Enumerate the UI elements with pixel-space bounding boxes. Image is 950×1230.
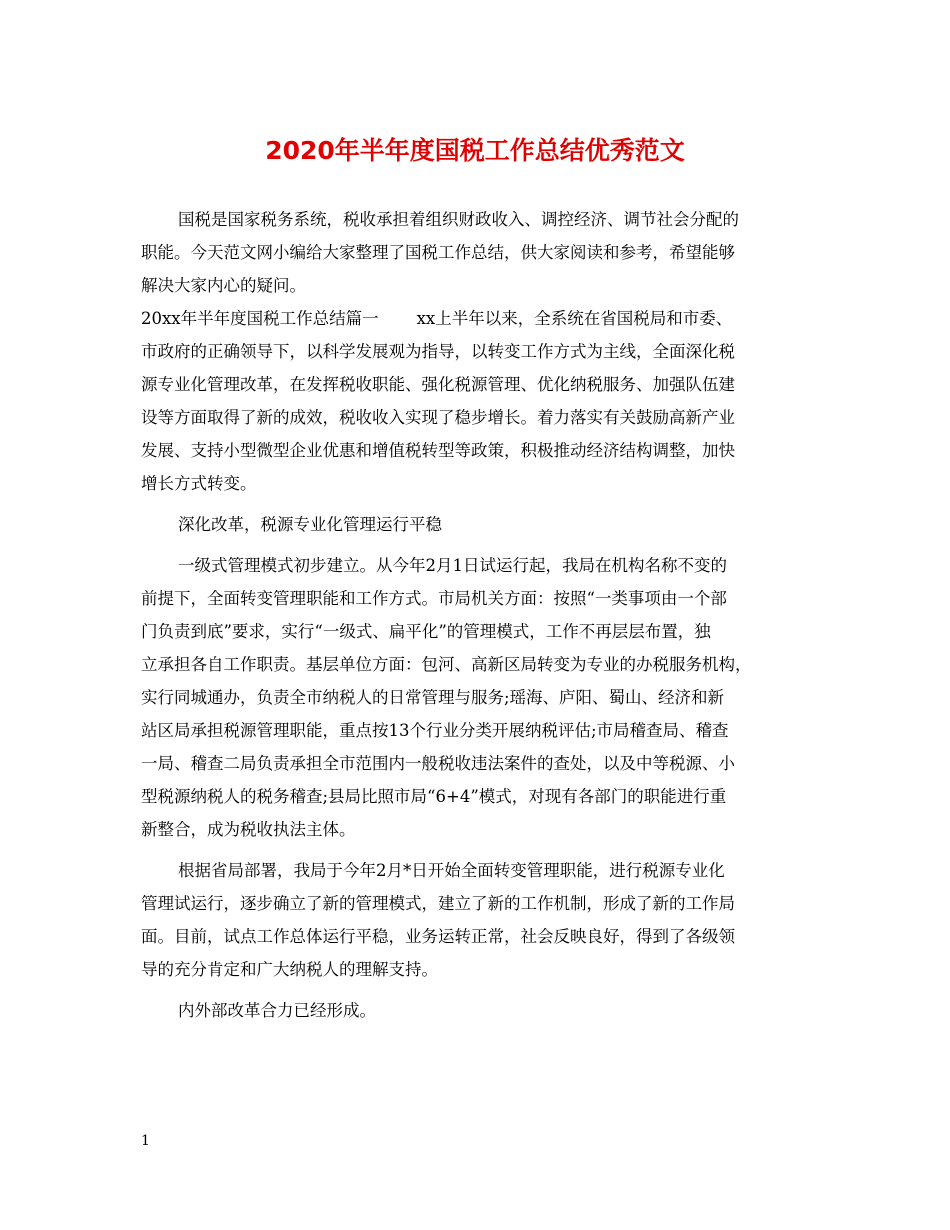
page-number: 1 [141,1133,150,1149]
paragraph-4-line-5: 实行同城通办，负责全市纳税人的日常管理与服务;瑶海、庐阳、蜀山、经济和新 [141,688,725,707]
paragraph-2-line-1 [141,302,813,335]
paragraph-4-line-1: 一级式管理模式初步建立。从今年2月1日试运行起，我局在机构名称不变的 [178,556,727,575]
paragraph-1-line-3: 解决大家内心的疑问。 [141,276,306,295]
paragraph-2-line-6: 增长方式转变。 [141,474,257,493]
paragraph-5-line-1: 根据省局部署，我局于今年2月*日开始全面转变管理职能，进行税源专业化 [178,861,725,880]
paragraph-3-line-1: 深化改革，税源专业化管理运行平稳 [178,515,442,534]
paragraph-4-line-9: 新整合，成为税收执法主体。 [141,820,356,839]
document-body [141,203,813,1027]
paragraph-2-line-4: 设等方面取得了新的成效，税收收入实现了稳步增长。着力落实有关鼓励高新产业 [141,408,735,427]
paragraph-4-line-3: 门负责到底”要求，实行“一级式、扁平化”的管理模式，工作不再层层布置，独 [141,622,711,641]
section-heading: 20xx年半年度国税工作总结篇一 [141,309,379,328]
paragraph-6-line-1: 内外部改革合力已经形成。 [178,1001,376,1020]
paragraph-4-line-7: 一局、稽查二局负责承担全市范围内一般税收违法案件的查处，以及中等税源、小 [141,754,735,773]
paragraph-2-line-5: 发展、支持小型微型企业优惠和增值税转型等政策，积极推动经济结构调整，加快 [141,441,735,460]
paragraph-5-line-2: 管理试运行，逐步确立了新的管理模式，建立了新的工作机制，形成了新的工作局 [141,894,735,913]
paragraph-1-line-1: 国税是国家税务系统，税收承担着组织财政收入、调控经济、调节社会分配的 [178,210,739,229]
paragraph-4-line-8: 型税源纳税人的税务稽查;县局比照市局“6+4”模式，对现有各部门的职能进行重 [141,787,727,806]
paragraph-4-line-2: 前提下，全面转变管理职能和工作方式。市局机关方面：按照“一类事项由一个部 [141,589,727,608]
paragraph-2-line-3: 源专业化管理改革，在发挥税收职能、强化税源管理、优化纳税服务、加强队伍建 [141,375,735,394]
paragraph-1-line-2: 职能。今天范文网小编给大家整理了国税工作总结，供大家阅读和参考，希望能够 [141,243,735,262]
paragraph-4-line-6: 站区局承担税源管理职能，重点按13个行业分类开展纳税评估;市局稽查局、稽查 [141,721,729,740]
paragraph-4-line-4: 立承担各自工作职责。基层单位方面：包河、高新区局转变为专业的办税服务机构， [141,655,752,674]
paragraph-5-line-3: 面。目前，试点工作总体运行平稳，业务运转正常，社会反映良好，得到了各级领 [141,927,735,946]
paragraph-5-line-4: 导的充分肯定和广大纳税人的理解支持。 [141,960,438,979]
paragraph-2-line-2: 市政府的正确领导下，以科学发展观为指导，以转变工作方式为主线，全面深化税 [141,342,735,361]
document-title: 2020年半年度国税工作总结优秀范文 [265,136,685,165]
paragraph-2-lead: xx上半年以来，全系统在省国税局和市委、 [416,309,733,328]
